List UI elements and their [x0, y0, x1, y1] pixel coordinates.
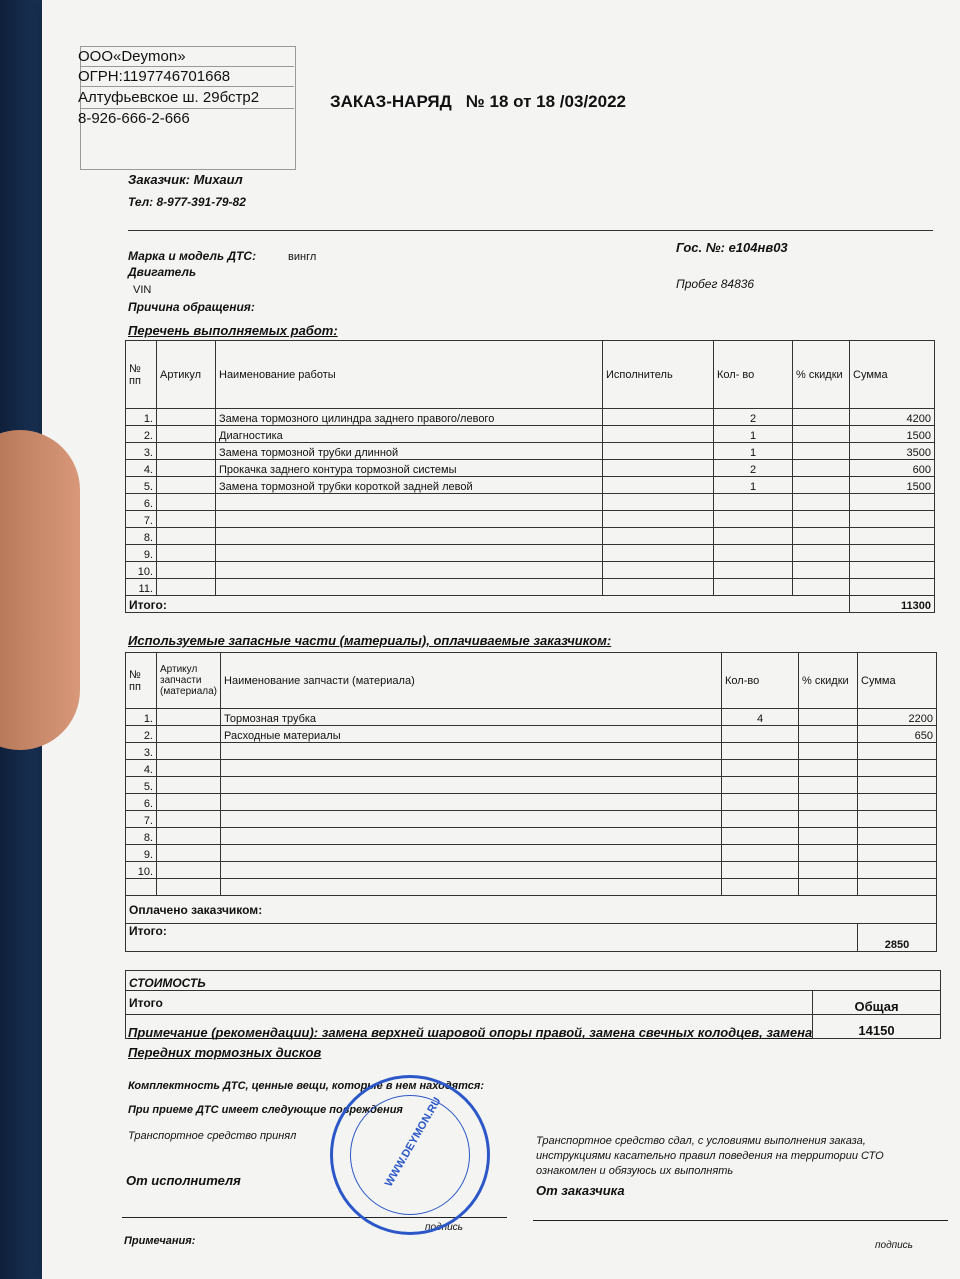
parts-paid-label: Оплачено заказчиком:: [126, 896, 937, 924]
table-cell: [157, 760, 221, 777]
header-cell: Исполнитель: [603, 341, 714, 409]
table-row: [126, 426, 935, 443]
reason-label: Причина обращения:: [128, 300, 255, 314]
table-row: [126, 443, 935, 460]
table-cell: 2.: [126, 426, 157, 443]
table-cell: [793, 477, 850, 494]
table-cell: [793, 460, 850, 477]
stamp-text: WWW.DEYMON.RU: [382, 1095, 444, 1189]
table-cell: [793, 579, 850, 596]
table-cell: 4: [722, 709, 799, 726]
table-row: [126, 862, 937, 879]
parts-heading: Используемые запасные части (материалы), оплачиваемые заказчиком:: [128, 633, 612, 648]
parts-paid-row: [126, 896, 937, 924]
header-cell: № пп: [126, 341, 157, 409]
table-cell: [722, 879, 799, 896]
table-cell: [603, 443, 714, 460]
table-cell: [858, 845, 937, 862]
table-cell: [799, 726, 858, 743]
table-cell: [722, 862, 799, 879]
table-cell: [850, 562, 935, 579]
header-cell: № пп: [126, 653, 157, 709]
table-cell: [216, 494, 603, 511]
table-cell: Тормозная трубка: [221, 709, 722, 726]
table-cell: [157, 709, 221, 726]
table-cell: 600: [850, 460, 935, 477]
table-cell: 9.: [126, 845, 157, 862]
table-cell: [157, 879, 221, 896]
table-cell: [850, 528, 935, 545]
table-cell: 2200: [858, 709, 937, 726]
table-cell: [216, 562, 603, 579]
table-row: [126, 494, 935, 511]
table-cell: [714, 528, 793, 545]
table-cell: 3.: [126, 743, 157, 760]
completeness-label: Комплектность ДТС, ценные вещи, которые в нем находятся:: [128, 1080, 485, 1092]
table-header-row: [126, 653, 937, 709]
table-cell: [858, 760, 937, 777]
table-cell: [603, 511, 714, 528]
table-cell: [157, 862, 221, 879]
table-cell: 4.: [126, 760, 157, 777]
table-cell: [850, 494, 935, 511]
table-cell: 9.: [126, 545, 157, 562]
table-cell: [157, 443, 216, 460]
table-cell: 3500: [850, 443, 935, 460]
table-row: [126, 811, 937, 828]
header-cell: % скидки: [799, 653, 858, 709]
table-cell: Замена тормозной трубки длинной: [216, 443, 603, 460]
table-cell: [858, 862, 937, 879]
header-cell: Артикул запчасти (материала): [157, 653, 221, 709]
table-cell: [714, 511, 793, 528]
table-cell: 1500: [850, 477, 935, 494]
table-cell: [799, 879, 858, 896]
table-cell: [799, 760, 858, 777]
table-row: [126, 511, 935, 528]
table-cell: [603, 477, 714, 494]
table-cell: [799, 811, 858, 828]
table-cell: [157, 794, 221, 811]
table-cell: 2.: [126, 726, 157, 743]
table-cell: [221, 760, 722, 777]
table-cell: [722, 811, 799, 828]
table-row: [126, 760, 937, 777]
table-row: [126, 409, 935, 426]
table-cell: [799, 862, 858, 879]
plate-number: Гос. №: е104нв03: [676, 240, 788, 255]
cost-header-row: [126, 971, 941, 991]
table-cell: 6.: [126, 794, 157, 811]
table-row: [126, 460, 935, 477]
table-row: [126, 579, 935, 596]
header-cell: % скидки: [793, 341, 850, 409]
table-cell: [858, 794, 937, 811]
table-cell: [157, 494, 216, 511]
table-cell: [157, 460, 216, 477]
header-cell: Наименование работы: [216, 341, 603, 409]
table-cell: [793, 545, 850, 562]
table-cell: [858, 743, 937, 760]
cost-col-label: Общая: [813, 991, 941, 1015]
table-cell: [722, 743, 799, 760]
table-cell: [799, 845, 858, 862]
table-cell: [722, 777, 799, 794]
table-cell: [216, 528, 603, 545]
vehicle-model-label: Марка и модель ДТС:: [128, 249, 257, 263]
table-cell: 3.: [126, 443, 157, 460]
table-cell: 5.: [126, 477, 157, 494]
table-cell: [603, 528, 714, 545]
note-line-2: Передних тормозных дисков: [128, 1045, 322, 1060]
table-cell: 1: [714, 443, 793, 460]
table-cell: Замена тормозной трубки короткой задней левой: [216, 477, 603, 494]
table-cell: [722, 760, 799, 777]
table-cell: [603, 409, 714, 426]
table-cell: 1.: [126, 709, 157, 726]
table-cell: [799, 709, 858, 726]
table-cell: [157, 409, 216, 426]
header-cell: Кол- во: [714, 341, 793, 409]
table-cell: [858, 777, 937, 794]
table-cell: 8.: [126, 828, 157, 845]
table-cell: [221, 845, 722, 862]
table-cell: [799, 828, 858, 845]
notes-label: Примечания:: [124, 1235, 196, 1247]
table-cell: [722, 845, 799, 862]
table-cell: [793, 494, 850, 511]
table-cell: [714, 494, 793, 511]
table-cell: [850, 579, 935, 596]
table-cell: 8.: [126, 528, 157, 545]
table-cell: Прокачка заднего контура тормозной системы: [216, 460, 603, 477]
table-cell: 650: [858, 726, 937, 743]
table-cell: [126, 879, 157, 896]
works-total-label: Итого:: [126, 596, 850, 613]
table-cell: [850, 545, 935, 562]
table-cell: 7.: [126, 511, 157, 528]
table-cell: [603, 579, 714, 596]
table-cell: [157, 545, 216, 562]
table-cell: [221, 879, 722, 896]
table-cell: [793, 409, 850, 426]
table-row: [126, 828, 937, 845]
table-cell: 1: [714, 477, 793, 494]
customer-name: Заказчик: Михаил: [128, 172, 243, 187]
table-cell: [858, 828, 937, 845]
table-cell: 2: [714, 409, 793, 426]
table-cell: [793, 426, 850, 443]
table-cell: [157, 726, 221, 743]
table-cell: [714, 579, 793, 596]
handed-label: Транспортное средство сдал, с условиями выполнения заказа, инструкциями касательно правил поведения на территории СТО ознакомлен и обязуюсь их выполнять: [536, 1135, 884, 1177]
engine-label: Двигатель: [128, 265, 197, 279]
table-cell: Диагностика: [216, 426, 603, 443]
table-cell: [157, 828, 221, 845]
table-cell: 7.: [126, 811, 157, 828]
table-cell: [157, 845, 221, 862]
table-cell: [157, 777, 221, 794]
parts-total-label: Итого:: [126, 924, 858, 952]
cost-label: СТОИМОСТЬ: [126, 971, 941, 991]
works-total: 11300: [850, 596, 935, 613]
table-cell: [799, 794, 858, 811]
vehicle-model: вингл: [288, 251, 317, 263]
table-cell: [603, 426, 714, 443]
table-row: [126, 528, 935, 545]
executor-label: От исполнителя: [126, 1173, 241, 1188]
parts-total: 2850: [858, 924, 937, 952]
header-cell: Наименование запчасти (материала): [221, 653, 722, 709]
divider: [128, 230, 933, 231]
damage-label: При приеме ДТС имеет следующие повреждения: [128, 1104, 403, 1116]
table-cell: [221, 743, 722, 760]
table-cell: [858, 879, 937, 896]
table-cell: [858, 811, 937, 828]
customer-sign-label: От заказчика: [536, 1183, 625, 1198]
table-cell: [793, 511, 850, 528]
table-row: [126, 794, 937, 811]
header-cell: Кол-во: [722, 653, 799, 709]
table-cell: 1.: [126, 409, 157, 426]
table-cell: [157, 743, 221, 760]
table-row: [126, 879, 937, 896]
table-row: [126, 845, 937, 862]
table-row: [126, 743, 937, 760]
table-cell: Замена тормозного цилиндра заднего правого/левого: [216, 409, 603, 426]
parts-total-row: [126, 924, 937, 952]
table-cell: [157, 528, 216, 545]
table-cell: 4.: [126, 460, 157, 477]
table-cell: 6.: [126, 494, 157, 511]
table-cell: [793, 562, 850, 579]
table-cell: Расходные материалы: [221, 726, 722, 743]
vin-label: VIN: [133, 284, 152, 296]
table-cell: 11.: [126, 579, 157, 596]
table-cell: 4200: [850, 409, 935, 426]
table-row: [126, 726, 937, 743]
table-cell: [157, 426, 216, 443]
table-cell: 10.: [126, 862, 157, 879]
table-cell: [157, 562, 216, 579]
divider: [80, 108, 294, 109]
works-heading: Перечень выполняемых работ:: [128, 323, 338, 338]
table-cell: [216, 579, 603, 596]
table-cell: [714, 545, 793, 562]
sign-caption-1: подпись: [425, 1222, 463, 1233]
table-header-row: [126, 341, 935, 409]
table-cell: [603, 494, 714, 511]
header-cell: Артикул: [157, 341, 216, 409]
table-cell: 2: [714, 460, 793, 477]
table-cell: 5.: [126, 777, 157, 794]
note-line-1: Примечание (рекомендации): замена верхней шаровой опоры правой, замена свечных колодцев, замена: [128, 1025, 813, 1040]
cost-col-row: [126, 991, 941, 1015]
table-row: [126, 709, 937, 726]
parts-table: [125, 652, 937, 952]
table-cell: [603, 460, 714, 477]
table-cell: 10.: [126, 562, 157, 579]
table-cell: [799, 777, 858, 794]
company-ogrn: ОГРН:1197746701668: [78, 68, 231, 85]
table-cell: [221, 862, 722, 879]
signature-line: [533, 1220, 948, 1221]
table-cell: [793, 443, 850, 460]
customer-phone: Тел: 8-977-391-79-82: [128, 195, 246, 209]
table-row: [126, 545, 935, 562]
table-cell: [793, 528, 850, 545]
divider: [80, 66, 294, 67]
works-table: [125, 340, 935, 613]
table-row: [126, 562, 935, 579]
divider: [80, 86, 294, 87]
table-cell: [221, 811, 722, 828]
table-cell: [722, 794, 799, 811]
table-cell: [603, 562, 714, 579]
cost-total-label: Итого: [126, 991, 813, 1015]
company-phone: 8-926-666-2-666: [78, 110, 190, 127]
table-cell: [221, 777, 722, 794]
company-name: ООО«Deymon»: [78, 48, 186, 65]
table-cell: [221, 794, 722, 811]
header-cell: Сумма: [858, 653, 937, 709]
mileage: Пробег 84836: [676, 277, 755, 291]
table-cell: [157, 579, 216, 596]
table-cell: 1: [714, 426, 793, 443]
table-cell: [799, 743, 858, 760]
table-cell: [722, 828, 799, 845]
table-cell: [221, 828, 722, 845]
table-cell: [157, 511, 216, 528]
works-total-row: [126, 596, 935, 613]
table-cell: [603, 545, 714, 562]
table-cell: [722, 726, 799, 743]
accepted-label: Транспортное средство принял: [128, 1130, 297, 1142]
table-cell: [157, 477, 216, 494]
page-title: ЗАКАЗ-НАРЯД № 18 от 18 /03/2022: [330, 92, 626, 111]
hand-thumb: [0, 430, 80, 750]
table-cell: [216, 545, 603, 562]
company-address: Алтуфьевское ш. 29бстр2: [78, 89, 260, 106]
table-row: [126, 477, 935, 494]
cost-total: 14150: [813, 1015, 941, 1039]
sign-caption-2: подпись: [875, 1240, 913, 1251]
header-cell: Сумма: [850, 341, 935, 409]
table-cell: [216, 511, 603, 528]
table-cell: 1500: [850, 426, 935, 443]
table-cell: [157, 811, 221, 828]
table-row: [126, 777, 937, 794]
table-cell: [714, 562, 793, 579]
table-cell: [850, 511, 935, 528]
